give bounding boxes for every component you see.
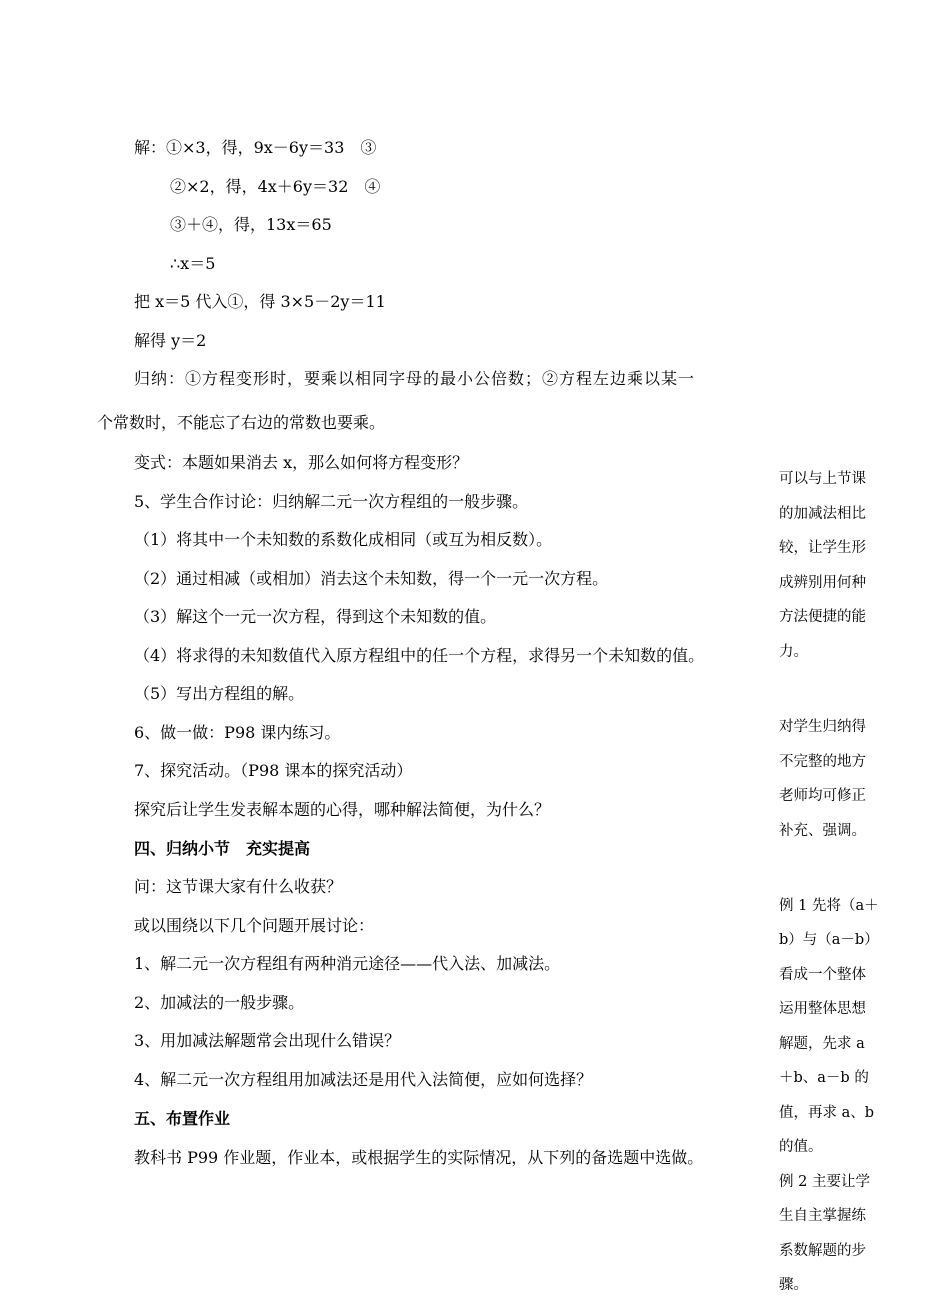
step-item-4: （4）将求得的未知数值代入原方程组中的任一个方程，求得另一个未知数的值。 bbox=[134, 646, 705, 665]
note-line: 看成一个整体 bbox=[779, 967, 866, 983]
step-item-1: （1）将其中一个未知数的系数化成相同（或互为相反数）。 bbox=[134, 530, 553, 549]
note-line: 例 2 主要让学 bbox=[779, 1174, 870, 1190]
section-heading-4: 四、归纳小节 充实提高 bbox=[134, 839, 311, 858]
note-line: 较，让学生形 bbox=[779, 540, 866, 556]
discussion-item-4: 4、解二元一次方程组用加减法还是用代入法简便，应如何选择？ bbox=[134, 1070, 593, 1089]
solution-step-6: 解得 y＝2 bbox=[134, 331, 207, 350]
discussion-item-3: 3、用加减法解题常会出现什么错误？ bbox=[134, 1031, 401, 1050]
homework-text: 教科书 P99 作业题，作业本，或根据学生的实际情况，从下列的备选题中选做。 bbox=[134, 1148, 704, 1167]
note-line: ＋b、a－b 的 bbox=[779, 1070, 869, 1086]
note-line: 的加减法相比 bbox=[779, 506, 866, 522]
solution-step-1: 解：①×3，得，9x－6y＝33 ③ bbox=[134, 138, 377, 157]
note-line: 解题，先求 a bbox=[779, 1036, 865, 1052]
discussion-item-1: 1、解二元一次方程组有两种消元途径——代入法、加减法。 bbox=[134, 954, 561, 973]
solution-step-5: 把 x＝5 代入①，得 3×5－2y＝11 bbox=[134, 292, 386, 311]
note-line: 生自主掌握练 bbox=[779, 1208, 866, 1224]
note-line: 骤。 bbox=[779, 1277, 808, 1293]
solution-step-2: ②×2，得，4x＋6y＝32 ④ bbox=[170, 177, 381, 196]
summary-line-2: 个常数时，不能忘了右边的常数也要乘。 bbox=[97, 413, 386, 432]
discussion-intro: 或以围绕以下几个问题开展讨论： bbox=[134, 916, 375, 935]
solution-step-3: ③＋④，得，13x＝65 bbox=[170, 215, 332, 234]
solution-step-4: ∴x＝5 bbox=[170, 254, 216, 273]
note-line: 例 1 先将（a＋ bbox=[779, 898, 879, 914]
note-line: 系数解题的步 bbox=[779, 1243, 866, 1259]
note-line: 的值。 bbox=[779, 1139, 823, 1155]
note-line: b）与（a－b） bbox=[779, 932, 879, 948]
note-line: 力。 bbox=[779, 644, 808, 660]
step-item-5: （5）写出方程组的解。 bbox=[134, 684, 305, 703]
exploration-text: 7、探究活动。（P98 课本的探究活动） bbox=[134, 761, 413, 780]
note-line: 不完整的地方 bbox=[779, 754, 866, 770]
note-line: 值，再求 a、b bbox=[779, 1105, 875, 1121]
discussion-item-2: 2、加减法的一般步骤。 bbox=[134, 993, 305, 1012]
variation-text: 变式：本题如果消去 x，那么如何将方程变形？ bbox=[134, 453, 469, 472]
exploration-followup: 探究后让学生发表解本题的心得，哪种解法简便，为什么？ bbox=[134, 800, 551, 819]
step-item-3: （3）解这个一元一次方程，得到这个未知数的值。 bbox=[134, 607, 497, 626]
step-item-2: （2）通过相减（或相加）消去这个未知数，得一个一元一次方程。 bbox=[134, 569, 609, 588]
exercise-text: 6、做一做：P98 课内练习。 bbox=[134, 723, 341, 742]
note-line: 可以与上节课 bbox=[779, 471, 866, 487]
section-heading-5: 五、布置作业 bbox=[134, 1109, 231, 1128]
note-line: 运用整体思想 bbox=[779, 1001, 866, 1017]
note-line: 成辨别用何种 bbox=[779, 575, 866, 591]
note-line: 补充、强调。 bbox=[779, 823, 866, 839]
question-text: 问：这节课大家有什么收获？ bbox=[134, 877, 343, 896]
note-line: 对学生归纳得 bbox=[779, 719, 866, 735]
summary-line-1: 归纳：①方程变形时，要乘以相同字母的最小公倍数；②方程左边乘以某一 bbox=[134, 369, 696, 388]
note-line: 方法便捷的能 bbox=[779, 609, 866, 625]
discussion-heading: 5、学生合作讨论：归纳解二元一次方程组的一般步骤。 bbox=[134, 492, 529, 511]
note-line: 老师均可修正 bbox=[779, 788, 866, 804]
